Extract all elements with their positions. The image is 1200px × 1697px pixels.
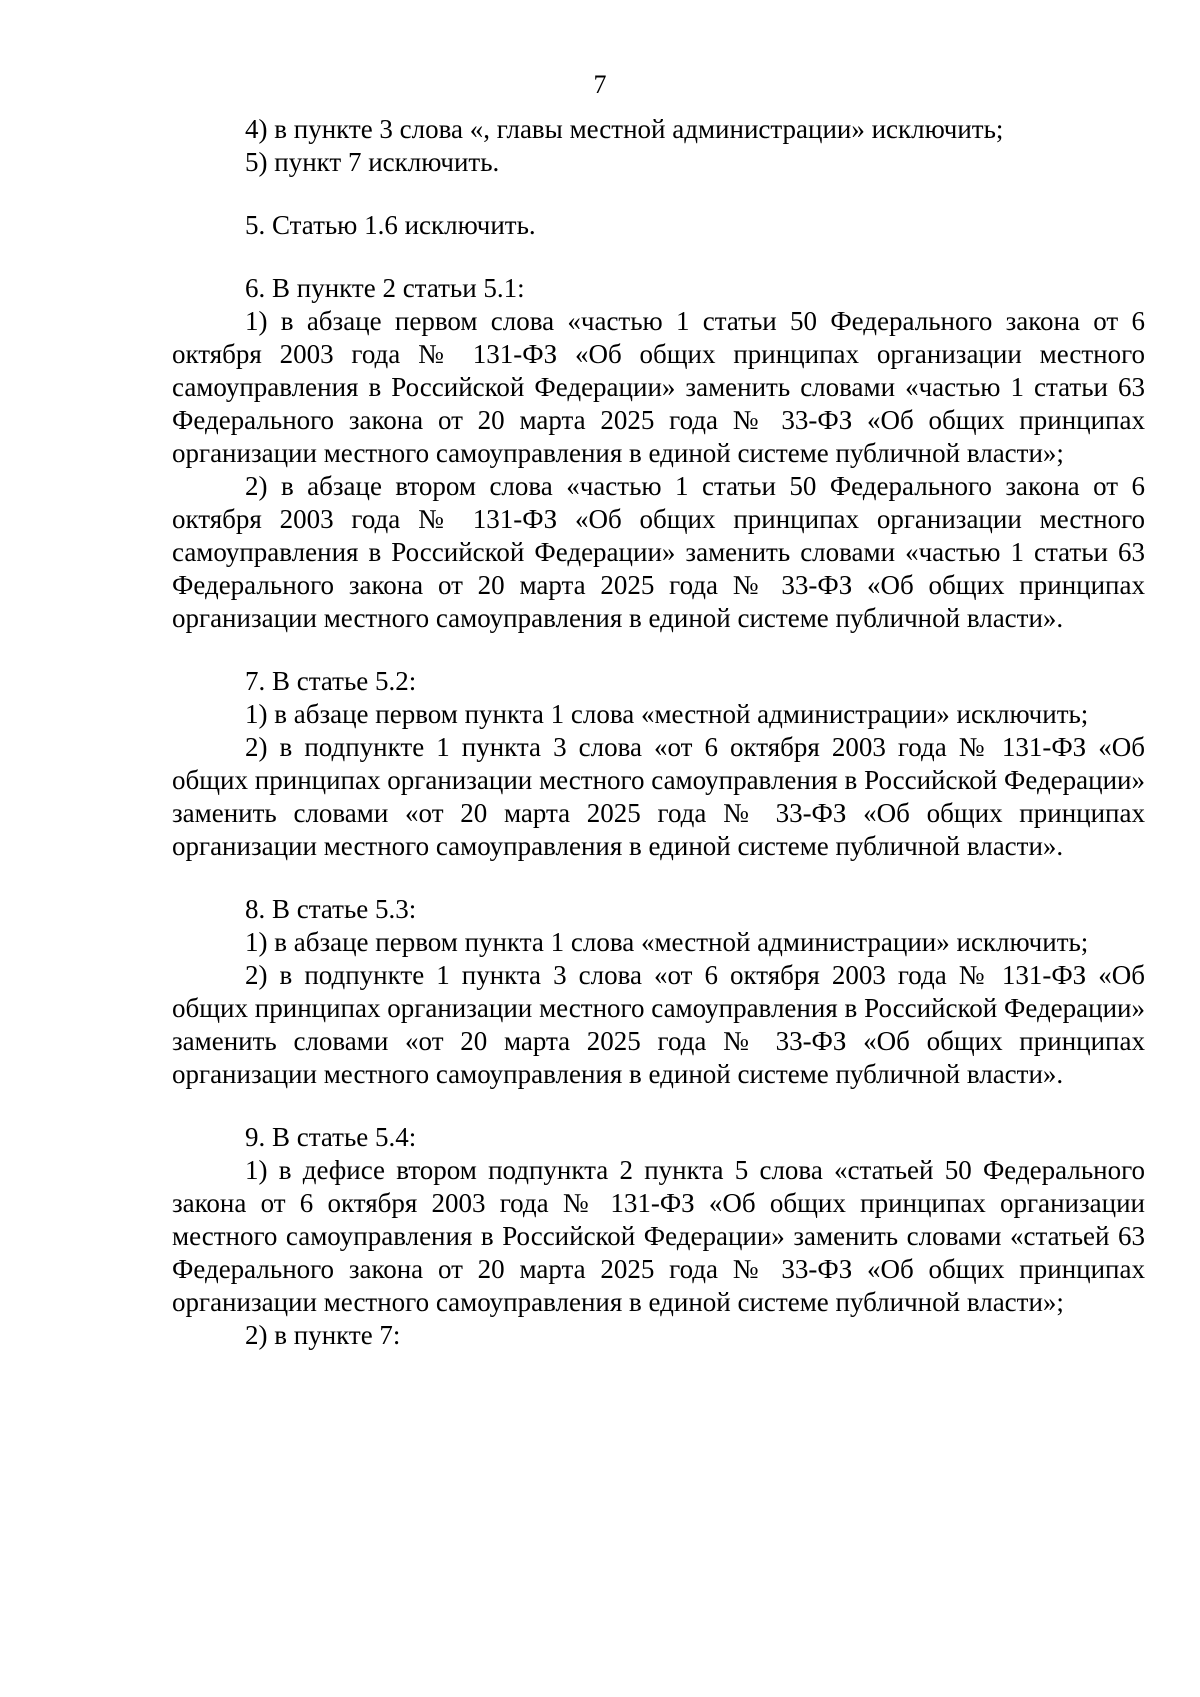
section-9-item-1: 1) в дефисе втором подпункта 2 пункта 5 слова «статьей 50 Федерального закона от 6 октября 2003 года № 131-ФЗ «Об общих принципах организации местного самоуправления в Российской Федерации» заменить словами «статьей 63 Федерального закона от 20 марта 2025 года № 33-ФЗ «Об общих принципах организации местного самоуправления в единой системе публичной власти»;: [172, 1155, 1145, 1317]
section-9-heading: 9. В статье 5.4:: [245, 1122, 417, 1152]
section-6-item-1: 1) в абзаце первом слова «частью 1 статьи 50 Федерального закона от 6 октября 2003 года № 131-ФЗ «Об общих принципах организации местного самоуправления в Российской Федерации» заменить словами «частью 1 статьи 63 Федерального закона от 20 марта 2025 года № 33-ФЗ «Об общих принципах организации местного самоуправления в единой системе публичной власти»;: [172, 306, 1145, 468]
section-6-heading: 6. В пункте 2 статьи 5.1:: [245, 273, 525, 303]
section-7-item-1: 1) в абзаце первом пункта 1 слова «местной администрации» исключить;: [245, 699, 1089, 729]
paragraph-amendment-4: 4) в пункте 3 слова «, главы местной администрации» исключить;: [245, 114, 1004, 144]
page-number: 7: [593, 70, 607, 99]
section-8-item-1: 1) в абзаце первом пункта 1 слова «местной администрации» исключить;: [245, 927, 1089, 957]
section-9-item-2: 2) в пункте 7:: [245, 1320, 401, 1350]
section-7-item-2: 2) в подпункте 1 пункта 3 слова «от 6 октября 2003 года № 131-ФЗ «Об общих принципах организации местного самоуправления в Российской Федерации» заменить словами «от 20 марта 2025 года № 33-ФЗ «Об общих принципах организации местного самоуправления в единой системе публичной власти».: [172, 732, 1145, 861]
paragraph-gap: [172, 1091, 1145, 1121]
paragraph-gap: [172, 242, 1145, 272]
section-8-heading: 8. В статье 5.3:: [245, 894, 417, 924]
paragraph-gap: [172, 635, 1145, 665]
section-8-item-2: 2) в подпункте 1 пункта 3 слова «от 6 октября 2003 года № 131-ФЗ «Об общих принципах организации местного самоуправления в Российской Федерации» заменить словами «от 20 марта 2025 года № 33-ФЗ «Об общих принципах организации местного самоуправления в единой системе публичной власти».: [172, 960, 1145, 1089]
section-7-heading: 7. В статье 5.2:: [245, 666, 417, 696]
paragraph-amendment-5: 5) пункт 7 исключить.: [245, 147, 500, 177]
section-5-heading: 5. Статью 1.6 исключить.: [245, 210, 536, 240]
document-body: [172, 113, 1145, 1352]
paragraph-gap: [172, 179, 1145, 209]
section-6-item-2: 2) в абзаце втором слова «частью 1 статьи 50 Федерального закона от 6 октября 2003 года № 131-ФЗ «Об общих принципах организации местного самоуправления в Российской Федерации» заменить словами «частью 1 статьи 63 Федерального закона от 20 марта 2025 года № 33-ФЗ «Об общих принципах организации местного самоуправления в единой системе публичной власти».: [172, 471, 1145, 633]
paragraph-gap: [172, 863, 1145, 893]
